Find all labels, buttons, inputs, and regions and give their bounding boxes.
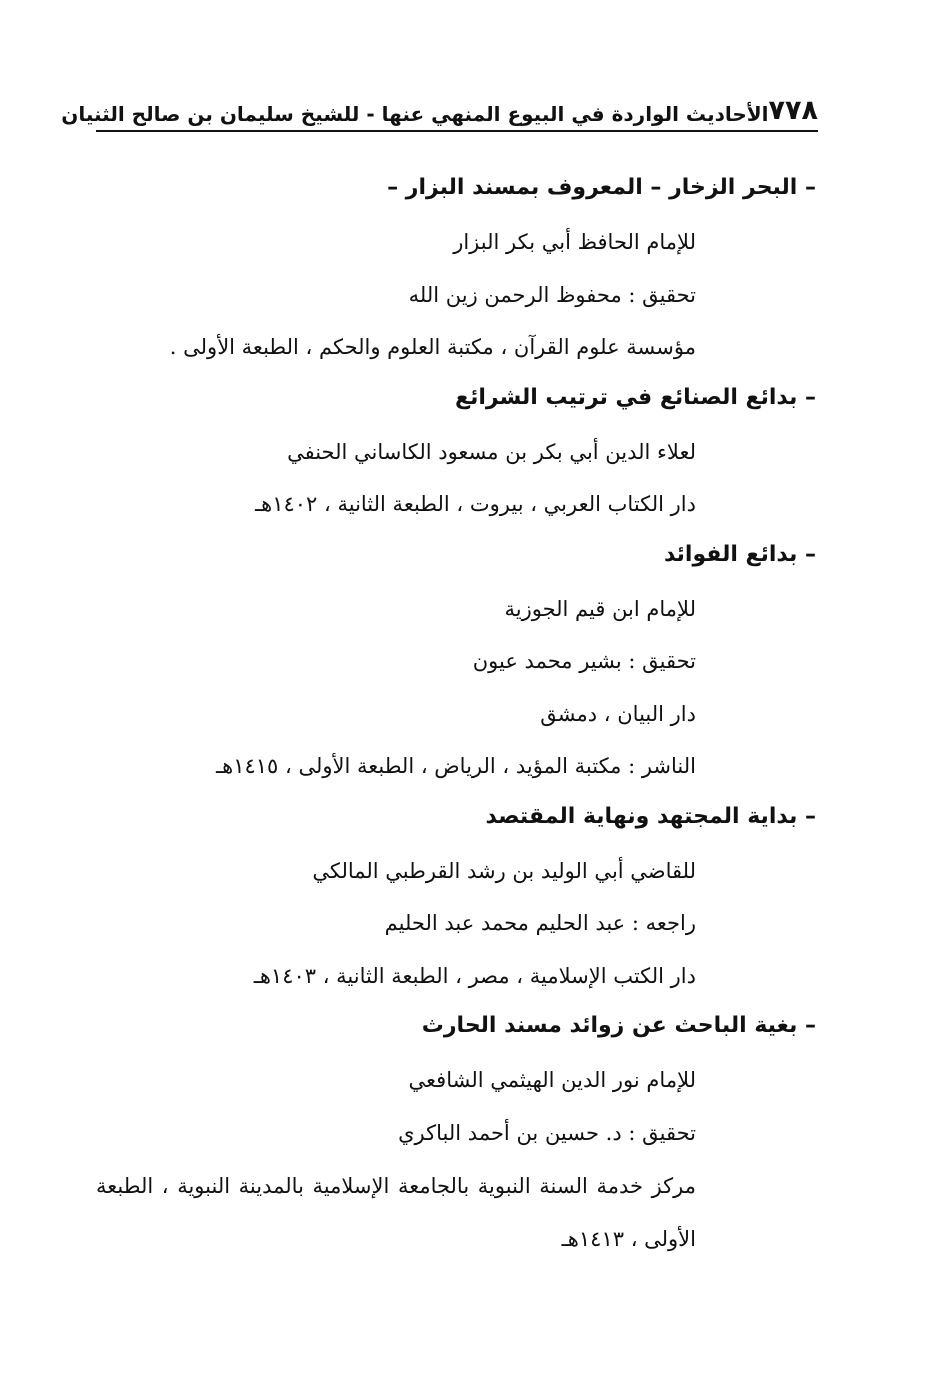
entry-title: – بغية الباحث عن زوائد مسند الحارث (421, 1013, 816, 1038)
entry-publisher: مركز خدمة السنة النبوية بالجامعة الإسلامية بالمدينة النبوية ، الطبعة الأولى ، ١٤١٣هـ (96, 1174, 696, 1251)
entry-publisher: مؤسسة علوم القرآن ، مكتبة العلوم والحكم ، الطبعة الأولى . (169, 335, 696, 359)
page-number: ٧٧٨ (768, 95, 818, 126)
bibliography-entry (96, 532, 816, 794)
running-header (61, 95, 818, 132)
entry-editor: تحقيق : محفوظ الرحمن زين الله (408, 282, 696, 307)
bibliography-entry (96, 1003, 816, 1265)
entry-author: للإمام الحافظ أبي بكر البزار (453, 230, 696, 254)
bibliography-list (96, 165, 816, 1265)
entry-publisher: دار الكتب الإسلامية ، مصر ، الطبعة الثانية ، ١٤٠٣هـ (253, 963, 696, 988)
entry-publisher: دار البيان ، دمشق (540, 701, 696, 726)
entry-author: للقاضي أبي الوليد بن رشد القرطبي المالكي (312, 858, 696, 883)
bibliography-entry (96, 794, 816, 1004)
entry-title: – بدائع الفوائد (663, 541, 816, 567)
entry-title: – بدائع الصنائع في ترتيب الشرائع (455, 384, 816, 410)
entry-title: – بداية المجتهد ونهاية المقتصد (485, 803, 816, 829)
entry-reviewer: راجعه : عبد الحليم محمد عبد الحليم (384, 911, 696, 935)
running-title: الأحاديث الواردة في البيوع المنهي عنها - للشيخ سليمان بن صالح الثنيان (61, 102, 769, 126)
entry-distributor: الناشر : مكتبة المؤيد ، الرياض ، الطبعة الأولى ، ١٤١٥هـ (215, 754, 696, 778)
entry-author: لعلاء الدين أبي بكر بن مسعود الكاساني الحنفي (287, 439, 696, 464)
bibliography-entry (96, 165, 816, 375)
entry-author: للإمام نور الدين الهيثمي الشافعي (408, 1068, 696, 1092)
bibliography-entry (96, 375, 816, 532)
entry-publisher: دار الكتاب العربي ، بيروت ، الطبعة الثانية ، ١٤٠٢هـ (254, 492, 696, 516)
entry-title: – البحر الزخار – المعروف بمسند البزار – (387, 175, 816, 200)
entry-author: للإمام ابن قيم الجوزية (504, 596, 696, 621)
entry-editor: تحقيق : بشير محمد عيون (472, 649, 696, 673)
entry-editor: تحقيق : د. حسين بن أحمد الباكري (398, 1120, 696, 1145)
